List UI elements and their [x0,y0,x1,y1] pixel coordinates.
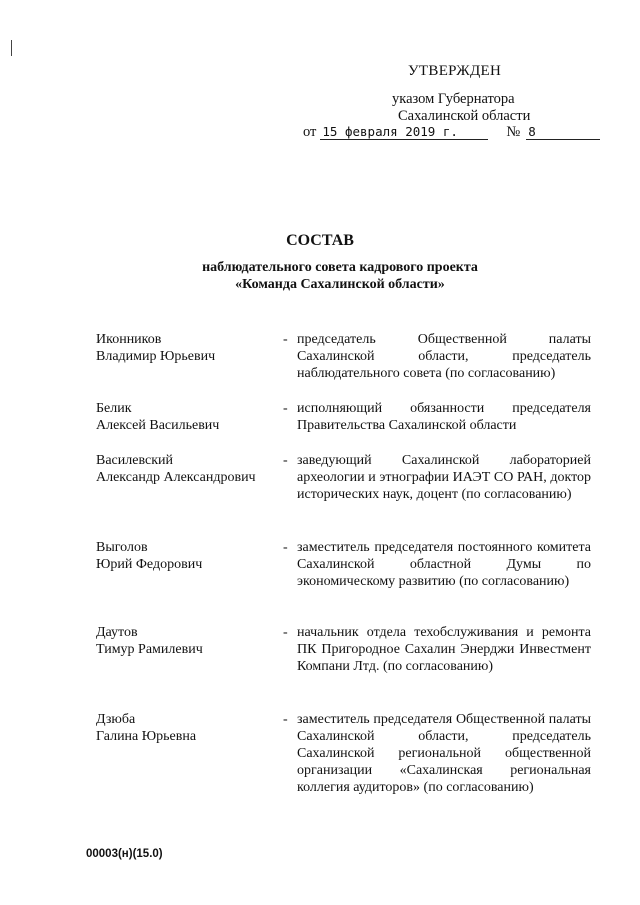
member-role: заведующий Сахалинской лабораторией археологии и этнографии ИАЭТ СО РАН, доктор исторических наук, доцент (по согласованию) [297,453,591,502]
member-name [96,400,281,434]
member-dash: - [283,625,288,640]
document-title: СОСТАВ [286,232,354,249]
number-label: № [506,124,521,140]
member-name [96,452,281,486]
date-value: 15 февраля 2019 г. [320,124,488,140]
subtitle-line-2: «Команда Сахалинской области» [235,277,445,292]
member-dash: - [283,332,288,347]
member-role: заместитель председателя постоянного комитета Сахалинской областной Думы по экономическому развитию (по согласованию) [297,540,591,589]
member-given-name: Галина Юрьевна [96,729,197,744]
member-surname: Белик [96,401,132,416]
document-subtitle [190,259,490,293]
margin-mark [11,40,12,56]
member-dash: - [283,401,288,416]
member-name [96,539,281,573]
subtitle-line-1: наблюдательного совета кадрового проекта [202,260,478,275]
date-label: от [303,124,317,140]
member-dash: - [283,453,288,468]
member-given-name: Алексей Васильевич [96,418,220,433]
approval-authority: указом Губернатора [392,91,515,107]
member-name [96,331,281,365]
member-given-name: Юрий Федорович [96,557,203,572]
member-surname: Выголов [96,540,148,555]
member-role: заместитель председателя Общественной палаты Сахалинской области, председатель Сахалинской региональной общественной организации «Сахалинская региональная коллегия аудиторов» (по согласованию) [297,712,591,795]
member-surname: Даутов [96,625,138,640]
member-surname: Василевский [96,453,173,468]
member-surname: Дзюба [96,712,136,727]
member-dash: - [283,540,288,555]
member-given-name: Александр Александрович [96,470,256,485]
member-given-name: Тимур Рамилевич [96,642,203,657]
member-role: председатель Общественной палаты Сахалинской области, председатель наблюдательного совета (по согласованию) [297,332,591,381]
number-value: 8 [526,124,600,140]
member-surname: Иконников [96,332,162,347]
form-code: 00003(н)(15.0) [86,848,163,860]
member-role: начальник отдела техобслуживания и ремонта ПК Пригородное Сахалин Энерджи Инвестмент Компани Лтд. (по согласованию) [297,625,591,674]
member-name [96,711,281,745]
member-role: исполняющий обязанности председателя Правительства Сахалинской области [297,401,591,433]
member-given-name: Владимир Юрьевич [96,349,216,364]
member-name [96,624,281,658]
member-dash: - [283,712,288,727]
approval-date-row [303,124,600,141]
approval-title: УТВЕРЖДЕН [408,63,502,79]
approval-region: Сахалинской области [398,108,531,124]
